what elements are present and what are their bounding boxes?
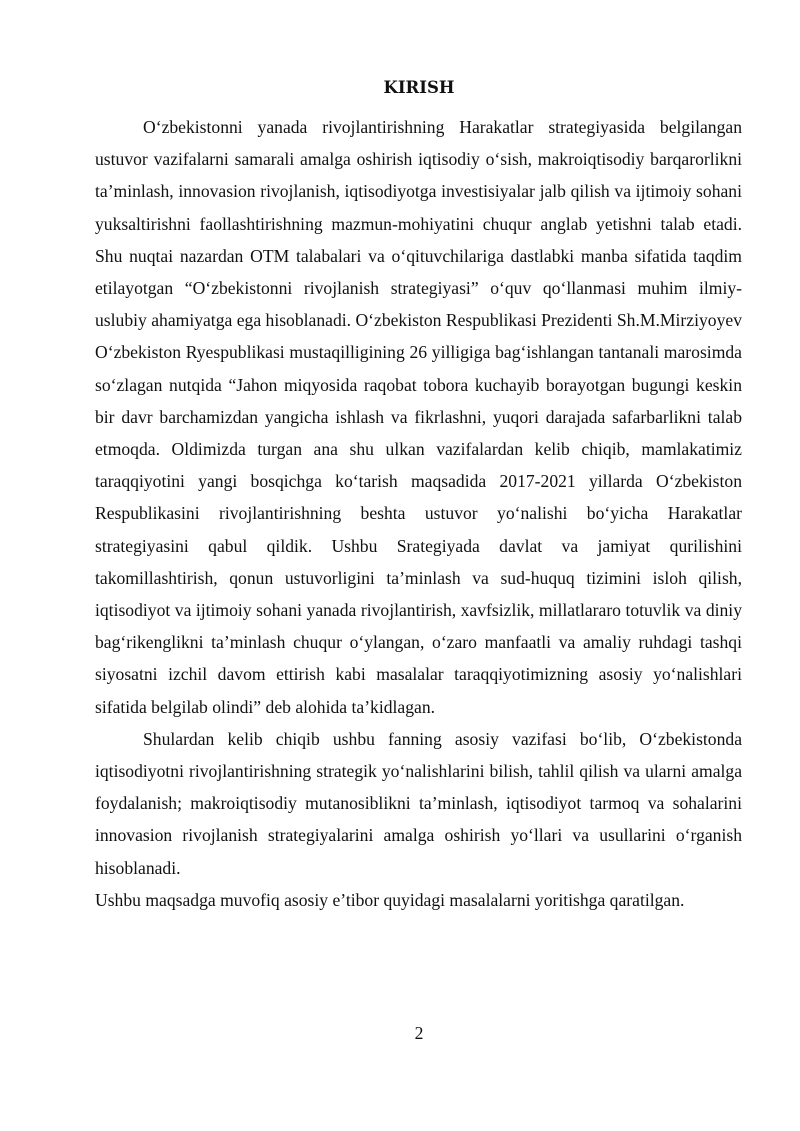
section-heading: KIRISH	[383, 78, 455, 97]
paragraph-tasks: Shulardan kelib chiqib ushbu fanning asosiy vazifasi bo‘lib, O‘zbekistonda iqtisodiyotni rivojlantirishning strategik yo‘nalishlarini bilish, tahlil qilish va ularni amalga foydalanish; makroiqtisodiy mutanosiblikni ta’minlash, iqtisodiyot tarmoq va sohalarini innovasion rivojlanish strategiyalarini amalga oshirish yo‘llari va usullarini o‘rganish hisoblanadi.	[95, 728, 742, 878]
paragraph-intro: O‘zbekistonni yanada rivojlantirishning Harakatlar strategiyasida belgilangan ustuvor vazifalarni samarali amalga oshirish iqtisodiy o‘sish, makroiqtisodiy barqarorlikni ta’minlash, innovasion rivojlanish, iqtisodiyotga investisiyalar jalb qilish va ijtimoiy sohani yuksaltirishni faollashtirishning mazmun-mohiyatini chuqur anglab yetishni talab etadi. Shu nuqtai nazardan OTM talabalari va o‘qituvchilariga dastlabki manba sifatida taqdim etilayotgan “O‘zbekistonni rivojlanish strategiyasi” o‘quv qo‘llanmasi muhim ilmiy-uslubiy ahamiyatga ega hisoblanadi. O‘zbekiston Respublikasi Prezidenti Sh.M.Mirziyoyev O‘zbekiston Ryespublikasi mustaqilligining 26 yilligiga bag‘ishlangan tantanali marosimda so‘zlagan nutqida “Jahon miqyosida raqobat tobora kuchayib borayotgan bugungi keskin bir davr barchamizdan yangicha ishlash va fikrlashni, yuqori darajada safarbarlikni talab etmoqda. Oldimizda turgan ana shu ulkan vazifalardan kelib chiqib, mamlakatimiz taraqqiyotini yangi bosqichga ko‘tarish maqsadida 2017-2021 yillarda O‘zbekiston Respublikasini rivojlantirishning beshta ustuvor yo‘nalishi bo‘yicha Harakatlar strategiyasini qabul qildik. Ushbu Srategiyada davlat va jamiyat qurilishini takomillashtirish, qonun ustuvorligini ta’minlash va sud-huquq tizimini isloh qilish, iqtisodiyot va ijtimoiy sohani yanada rivojlantirish, xavfsizlik, millatlararo totuvlik va diniy bag‘rikenglikni ta’minlash chuqur o‘ylangan, o‘zaro manfaatli va amaliy ruhdagi tashqi siyosatni izchil davom ettirish kabi masalalar taraqqiyotimizning asosiy yo‘nalishlari sifatida belgilab olindi” deb alohida ta’kidlagan.	[95, 117, 742, 717]
paragraph-closing: Ushbu maqsadga muvofiq asosiy e’tibor quyidagi masalalarni yoritishga qaratilgan.	[95, 889, 685, 910]
page-number: 2	[414, 1023, 424, 1043]
body-text	[95, 111, 742, 916]
